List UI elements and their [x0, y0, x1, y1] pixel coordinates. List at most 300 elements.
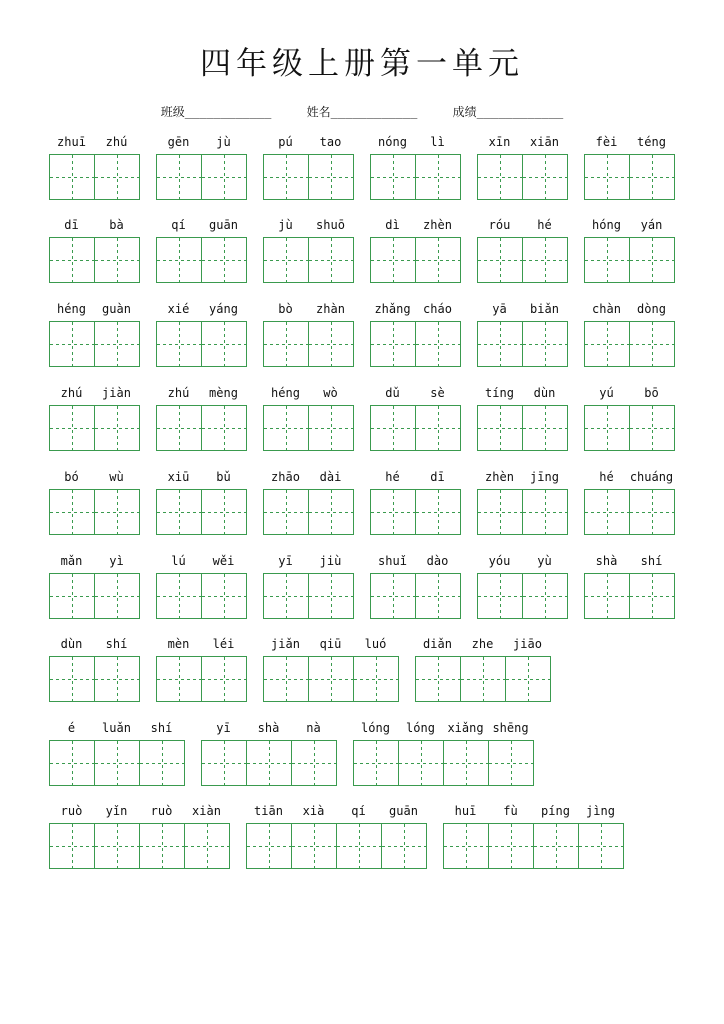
writing-cell[interactable] — [382, 823, 427, 869]
writing-cell[interactable] — [309, 237, 354, 283]
writing-cell[interactable] — [292, 740, 337, 786]
writing-cell[interactable] — [585, 489, 630, 535]
writing-cell[interactable] — [247, 740, 292, 786]
writing-cell[interactable] — [585, 573, 630, 619]
writing-cell[interactable] — [523, 321, 568, 367]
pinyin-row — [370, 216, 461, 234]
writing-cell[interactable] — [534, 823, 579, 869]
pinyin-syllable: jīng — [530, 470, 559, 484]
pinyin-syllable: téng — [637, 135, 666, 149]
pinyin-syllable: yán — [640, 218, 663, 232]
writing-cell[interactable] — [202, 740, 247, 786]
writing-cell[interactable] — [523, 154, 568, 200]
writing-grid — [263, 405, 354, 451]
writing-cell[interactable] — [309, 656, 354, 702]
writing-cell[interactable] — [371, 405, 416, 451]
writing-grid — [246, 823, 427, 869]
pinyin-syllable: zhāo — [271, 470, 300, 484]
pinyin-syllable: fù — [503, 804, 518, 818]
word-group — [246, 802, 427, 869]
writing-cell[interactable] — [309, 321, 354, 367]
writing-cell[interactable] — [95, 573, 140, 619]
writing-grid — [353, 740, 534, 786]
word-group — [477, 384, 568, 451]
writing-cell[interactable] — [371, 489, 416, 535]
writing-cell[interactable] — [630, 573, 675, 619]
pinyin-syllable: dùn — [533, 386, 556, 400]
pinyin-syllable: yā — [492, 302, 507, 316]
pinyin-syllable: luó — [364, 637, 387, 651]
page-title: 四年级上册第一单元 — [200, 46, 524, 82]
writing-grid — [477, 237, 568, 283]
pinyin-row — [370, 300, 461, 318]
word-group — [49, 300, 140, 367]
word-group — [584, 133, 675, 200]
pinyin-row — [156, 635, 247, 653]
pinyin-row — [584, 384, 675, 402]
word-group — [201, 719, 337, 786]
pinyin-syllable: cháo — [423, 302, 452, 316]
writing-grid — [370, 321, 461, 367]
writing-cell[interactable] — [157, 489, 202, 535]
writing-cell[interactable] — [185, 823, 230, 869]
pinyin-syllable: lì — [430, 135, 445, 149]
pinyin-syllable: bó — [64, 470, 79, 484]
pinyin-row — [370, 552, 461, 570]
pinyin-row — [156, 468, 247, 486]
pinyin-row — [49, 133, 140, 151]
pinyin-syllable: yì — [109, 554, 124, 568]
writing-grid — [584, 321, 675, 367]
pinyin-syllable: xiǎng — [447, 721, 484, 735]
writing-grid — [156, 489, 247, 535]
pinyin-syllable: jìng — [586, 804, 615, 818]
pinyin-row — [49, 468, 140, 486]
pinyin-syllable: mǎn — [60, 554, 83, 568]
writing-cell[interactable] — [523, 237, 568, 283]
writing-cell[interactable] — [444, 740, 489, 786]
pinyin-syllable: tao — [319, 135, 342, 149]
writing-cell[interactable] — [202, 489, 247, 535]
word-group — [49, 635, 140, 702]
writing-cell[interactable] — [95, 740, 140, 786]
word-group — [263, 552, 354, 619]
word-group — [584, 468, 675, 535]
writing-cell[interactable] — [523, 573, 568, 619]
writing-cell[interactable] — [630, 405, 675, 451]
writing-cell[interactable] — [264, 489, 309, 535]
pinyin-syllable: jiǎn — [271, 637, 300, 651]
writing-cell[interactable] — [247, 823, 292, 869]
pinyin-syllable: mèng — [209, 386, 238, 400]
pinyin-syllable: wěi — [212, 554, 235, 568]
pinyin-syllable: zhe — [471, 637, 494, 651]
word-group — [370, 300, 461, 367]
pinyin-syllable: shà — [257, 721, 280, 735]
writing-grid — [477, 405, 568, 451]
pinyin-row — [49, 635, 140, 653]
writing-cell[interactable] — [416, 321, 461, 367]
writing-cell[interactable] — [140, 823, 185, 869]
pinyin-row — [156, 300, 247, 318]
writing-cell[interactable] — [95, 489, 140, 535]
pinyin-row — [584, 300, 675, 318]
student-info-line — [0, 103, 724, 120]
word-group — [49, 216, 140, 283]
pinyin-syllable: zhèn — [485, 470, 514, 484]
pinyin-row — [443, 802, 624, 820]
pinyin-syllable: shuō — [316, 218, 345, 232]
word-group — [370, 216, 461, 283]
pinyin-syllable: dòng — [637, 302, 666, 316]
pinyin-row — [201, 719, 337, 737]
pinyin-syllable: yù — [537, 554, 552, 568]
writing-cell[interactable] — [630, 321, 675, 367]
word-group — [584, 216, 675, 283]
writing-grid — [49, 656, 140, 702]
writing-cell[interactable] — [202, 237, 247, 283]
writing-grid — [370, 237, 461, 283]
pinyin-syllable: mèn — [167, 637, 190, 651]
writing-cell[interactable] — [416, 405, 461, 451]
writing-cell[interactable] — [478, 237, 523, 283]
writing-cell[interactable] — [309, 405, 354, 451]
writing-cell[interactable] — [309, 573, 354, 619]
pinyin-syllable: dùn — [60, 637, 83, 651]
word-group — [156, 384, 247, 451]
writing-cell[interactable] — [95, 237, 140, 283]
writing-cell[interactable] — [371, 573, 416, 619]
pinyin-syllable: guān — [209, 218, 238, 232]
word-group — [156, 300, 247, 367]
pinyin-row — [370, 468, 461, 486]
writing-cell[interactable] — [416, 489, 461, 535]
pinyin-row — [49, 384, 140, 402]
word-group — [477, 133, 568, 200]
word-group — [263, 384, 354, 451]
pinyin-syllable: dào — [426, 554, 449, 568]
pinyin-syllable: wò — [323, 386, 338, 400]
writing-cell[interactable] — [478, 573, 523, 619]
writing-grid — [156, 573, 247, 619]
word-group — [49, 552, 140, 619]
pinyin-syllable: é — [67, 721, 76, 735]
writing-cell[interactable] — [95, 321, 140, 367]
writing-cell[interactable] — [489, 740, 534, 786]
writing-grid — [584, 154, 675, 200]
pinyin-syllable: shí — [150, 721, 173, 735]
writing-grid — [49, 154, 140, 200]
word-group — [370, 552, 461, 619]
writing-grid — [370, 573, 461, 619]
pinyin-syllable: bō — [644, 386, 659, 400]
writing-cell[interactable] — [416, 573, 461, 619]
writing-cell[interactable] — [416, 154, 461, 200]
pinyin-row — [263, 300, 354, 318]
word-group — [49, 802, 230, 869]
pinyin-row — [477, 216, 568, 234]
writing-cell[interactable] — [95, 154, 140, 200]
writing-cell[interactable] — [371, 154, 416, 200]
pinyin-syllable: yú — [599, 386, 614, 400]
writing-cell[interactable] — [523, 405, 568, 451]
writing-cell[interactable] — [585, 321, 630, 367]
writing-grid — [156, 237, 247, 283]
writing-cell[interactable] — [264, 656, 309, 702]
pinyin-row — [49, 802, 230, 820]
writing-grid — [49, 573, 140, 619]
writing-cell[interactable] — [264, 573, 309, 619]
word-group — [477, 216, 568, 283]
pinyin-row — [477, 468, 568, 486]
writing-cell[interactable] — [202, 321, 247, 367]
pinyin-syllable: xiàn — [192, 804, 221, 818]
pinyin-syllable: jù — [278, 218, 293, 232]
word-group — [49, 719, 185, 786]
word-group — [584, 300, 675, 367]
writing-cell[interactable] — [50, 321, 95, 367]
writing-cell[interactable] — [444, 823, 489, 869]
writing-cell[interactable] — [585, 237, 630, 283]
writing-cell[interactable] — [416, 237, 461, 283]
pinyin-syllable: yī — [278, 554, 293, 568]
pinyin-syllable: hé — [537, 218, 552, 232]
writing-cell[interactable] — [292, 823, 337, 869]
pinyin-syllable: xīn — [488, 135, 511, 149]
writing-cell[interactable] — [371, 237, 416, 283]
name-field[interactable]: 姓名____________ — [306, 105, 418, 119]
writing-grid — [49, 740, 185, 786]
writing-grid — [201, 740, 337, 786]
writing-grid — [263, 656, 399, 702]
word-group — [156, 552, 247, 619]
writing-grid — [443, 823, 624, 869]
pinyin-syllable: jiàn — [102, 386, 131, 400]
pinyin-row — [263, 468, 354, 486]
pinyin-row — [477, 384, 568, 402]
writing-grid — [477, 489, 568, 535]
pinyin-row — [263, 635, 399, 653]
pinyin-syllable: biǎn — [530, 302, 559, 316]
pinyin-syllable: pú — [278, 135, 293, 149]
pinyin-syllable: nóng — [378, 135, 407, 149]
pinyin-syllable: dài — [319, 470, 342, 484]
writing-cell[interactable] — [157, 405, 202, 451]
pinyin-syllable: gēn — [167, 135, 190, 149]
pinyin-row — [156, 216, 247, 234]
pinyin-syllable: zhuī — [57, 135, 86, 149]
writing-cell[interactable] — [354, 656, 399, 702]
pinyin-row — [263, 384, 354, 402]
writing-cell[interactable] — [337, 823, 382, 869]
writing-cell[interactable] — [202, 656, 247, 702]
pinyin-syllable: róu — [488, 218, 511, 232]
writing-cell[interactable] — [202, 405, 247, 451]
writing-cell[interactable] — [50, 823, 95, 869]
pinyin-row — [49, 216, 140, 234]
writing-cell[interactable] — [354, 740, 399, 786]
pinyin-syllable: zhàn — [316, 302, 345, 316]
writing-cell[interactable] — [157, 237, 202, 283]
pinyin-syllable: dì — [385, 218, 400, 232]
writing-cell[interactable] — [264, 154, 309, 200]
writing-cell[interactable] — [50, 405, 95, 451]
writing-cell[interactable] — [264, 405, 309, 451]
pinyin-row — [477, 552, 568, 570]
writing-cell[interactable] — [202, 154, 247, 200]
writing-grid — [156, 321, 247, 367]
writing-grid — [263, 154, 354, 200]
writing-cell[interactable] — [523, 489, 568, 535]
pinyin-syllable: jù — [216, 135, 231, 149]
word-group — [263, 133, 354, 200]
writing-cell[interactable] — [630, 237, 675, 283]
writing-cell[interactable] — [50, 237, 95, 283]
pinyin-syllable: lóng — [361, 721, 390, 735]
writing-cell[interactable] — [50, 489, 95, 535]
writing-cell[interactable] — [371, 321, 416, 367]
pinyin-syllable: hé — [599, 470, 614, 484]
writing-grid — [263, 573, 354, 619]
pinyin-row — [263, 133, 354, 151]
writing-cell[interactable] — [585, 405, 630, 451]
pinyin-syllable: bǔ — [216, 470, 231, 484]
pinyin-syllable: shēng — [492, 721, 529, 735]
word-group — [263, 635, 399, 702]
pinyin-syllable: guàn — [102, 302, 131, 316]
pinyin-row — [49, 300, 140, 318]
pinyin-syllable: héng — [57, 302, 86, 316]
writing-cell[interactable] — [399, 740, 444, 786]
word-group — [263, 468, 354, 535]
pinyin-syllable: lóng — [406, 721, 435, 735]
pinyin-row — [156, 133, 247, 151]
writing-grid — [370, 489, 461, 535]
pinyin-syllable: jiù — [319, 554, 342, 568]
pinyin-syllable: léi — [212, 637, 235, 651]
writing-cell[interactable] — [630, 154, 675, 200]
pinyin-row — [156, 552, 247, 570]
writing-cell[interactable] — [579, 823, 624, 869]
pinyin-syllable: zhú — [167, 386, 190, 400]
writing-cell[interactable] — [416, 656, 461, 702]
pinyin-syllable: wù — [109, 470, 124, 484]
writing-cell[interactable] — [95, 656, 140, 702]
class-field[interactable]: 班级____________ — [160, 105, 272, 119]
writing-cell[interactable] — [478, 489, 523, 535]
writing-cell[interactable] — [95, 823, 140, 869]
writing-grid — [49, 823, 230, 869]
pinyin-syllable: qí — [351, 804, 366, 818]
pinyin-syllable: tiān — [254, 804, 283, 818]
writing-cell[interactable] — [489, 823, 534, 869]
writing-cell[interactable] — [157, 154, 202, 200]
writing-cell[interactable] — [585, 154, 630, 200]
writing-cell[interactable] — [140, 740, 185, 786]
pinyin-syllable: luǎn — [102, 721, 131, 735]
writing-cell[interactable] — [157, 321, 202, 367]
writing-grid — [263, 489, 354, 535]
writing-cell[interactable] — [309, 489, 354, 535]
writing-cell[interactable] — [50, 740, 95, 786]
writing-cell[interactable] — [506, 656, 551, 702]
pinyin-syllable: ruò — [60, 804, 83, 818]
pinyin-row — [584, 552, 675, 570]
pinyin-row — [353, 719, 534, 737]
writing-cell[interactable] — [157, 573, 202, 619]
pinyin-syllable: xiān — [530, 135, 559, 149]
writing-cell[interactable] — [264, 321, 309, 367]
pinyin-syllable: nà — [306, 721, 321, 735]
writing-cell[interactable] — [478, 321, 523, 367]
pinyin-syllable: qí — [171, 218, 186, 232]
writing-cell[interactable] — [50, 154, 95, 200]
word-group — [477, 468, 568, 535]
pinyin-row — [584, 468, 675, 486]
writing-grid — [156, 405, 247, 451]
pinyin-syllable: guān — [389, 804, 418, 818]
word-group — [156, 635, 247, 702]
writing-cell[interactable] — [461, 656, 506, 702]
pinyin-row — [246, 802, 427, 820]
writing-grid — [584, 489, 675, 535]
pinyin-syllable: tíng — [485, 386, 514, 400]
pinyin-syllable: zhú — [60, 386, 83, 400]
writing-grid — [156, 656, 247, 702]
writing-grid — [49, 489, 140, 535]
word-group — [263, 216, 354, 283]
writing-grid — [477, 321, 568, 367]
pinyin-syllable: xié — [167, 302, 190, 316]
writing-grid — [263, 321, 354, 367]
writing-grid — [49, 321, 140, 367]
word-group — [584, 552, 675, 619]
writing-grid — [156, 154, 247, 200]
writing-cell[interactable] — [50, 656, 95, 702]
writing-cell[interactable] — [95, 405, 140, 451]
writing-cell[interactable] — [157, 656, 202, 702]
pinyin-syllable: shí — [105, 637, 128, 651]
pinyin-row — [584, 133, 675, 151]
writing-cell[interactable] — [50, 573, 95, 619]
pinyin-syllable: bò — [278, 302, 293, 316]
writing-grid — [584, 237, 675, 283]
writing-cell[interactable] — [309, 154, 354, 200]
word-group — [156, 468, 247, 535]
writing-cell[interactable] — [630, 489, 675, 535]
pinyin-syllable: dī — [430, 470, 445, 484]
writing-grid — [370, 405, 461, 451]
writing-cell[interactable] — [264, 237, 309, 283]
writing-grid — [584, 573, 675, 619]
pinyin-syllable: héng — [271, 386, 300, 400]
writing-cell[interactable] — [478, 154, 523, 200]
pinyin-syllable: dī — [64, 218, 79, 232]
pinyin-syllable: bà — [109, 218, 124, 232]
writing-cell[interactable] — [478, 405, 523, 451]
word-group — [49, 384, 140, 451]
writing-grid — [477, 154, 568, 200]
word-group — [584, 384, 675, 451]
writing-grid — [584, 405, 675, 451]
writing-grid — [415, 656, 551, 702]
word-group — [156, 216, 247, 283]
pinyin-syllable: shà — [595, 554, 618, 568]
pinyin-syllable: qiū — [319, 637, 342, 651]
pinyin-syllable: xià — [302, 804, 325, 818]
score-field[interactable]: 成绩____________ — [452, 105, 564, 119]
writing-cell[interactable] — [202, 573, 247, 619]
